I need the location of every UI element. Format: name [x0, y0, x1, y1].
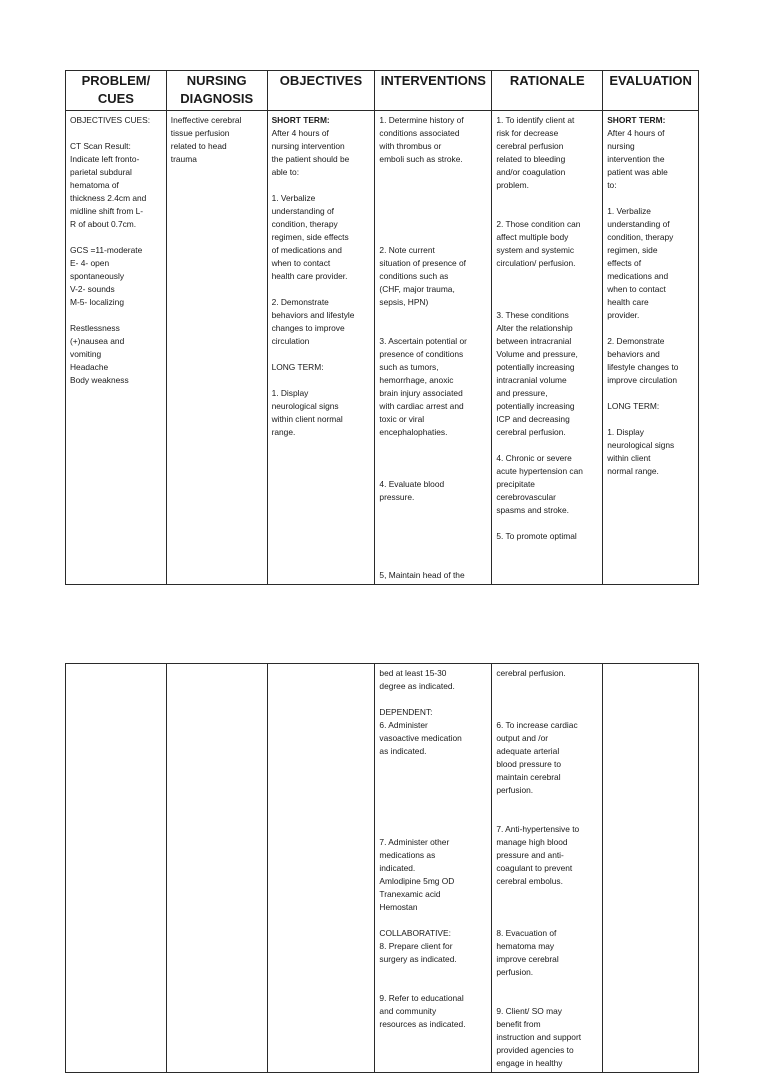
header-nursing-diagnosis: NURSING DIAGNOSIS: [166, 71, 267, 111]
header-rationale: RATIONALE: [492, 71, 603, 111]
cell-problem-cues: [66, 664, 167, 1073]
cell-rationale: cerebral perfusion. 6. To increase cardiac output and /or adequate arterial blood pressure to maintain cerebral perfusion. 7. Anti-hypertensive to manage high blood pressure and anti- coagulant to prevent cerebral embolus. 8. Evacuation of hematoma may improve cerebral perfusion. 9. Client/ SO may benefit from instruction and support provided agencies to engage in healthy: [492, 664, 603, 1073]
header-interventions: INTERVENTIONS: [375, 71, 492, 111]
cell-objectives: [267, 664, 375, 1073]
cell-interventions: bed at least 15-30 degree as indicated. DEPENDENT: 6. Administer vasoactive medication as indicated. 7. Administer other medications as indicated. Amlodipine 5mg OD Tranexamic acid Hemostan COLLABORATIVE: 8. Prepare client for surgery as indicated. 9. Refer to educational and community resources as indicated.: [375, 664, 492, 1073]
table-row: [66, 664, 699, 1073]
objectives-body: After 4 hours of nursing intervention the patient should be able to: 1. Verbalize understanding of condition, therapy regimen, side effects of medications and when to contact health care provider. 2. Demonstrate behaviors and lifestyle changes to improve circulation LONG TERM: 1. Display neurological signs within client normal range.: [271, 128, 355, 437]
cell-nursing-diagnosis: Ineffective cerebral tissue perfusion related to head trauma: [166, 111, 267, 585]
cell-nursing-diagnosis: [166, 664, 267, 1073]
header-objectives: OBJECTIVES: [267, 71, 375, 111]
cell-interventions: 1. Determine history of conditions associated with thrombus or emboli such as stroke. 2. Note current situation of presence of conditions such as (CHF, major trauma, sepsis, HPN) 3. Ascertain potential or presence of conditions such as tumors, hemorrhage, anoxic brain injury associated with cardiac arrest and toxic or viral encephalophaties. 4. Evaluate blood pressure. 5, Maintain head of the: [375, 111, 492, 585]
table-row: [66, 111, 699, 585]
care-plan-table-page-2: [65, 663, 699, 1073]
table-header-row: [66, 71, 699, 111]
care-plan-table-page-1: [65, 70, 699, 585]
objectives-short-term-heading: SHORT TERM:: [271, 115, 330, 125]
header-problem-cues: PROBLEM/ CUES: [66, 71, 167, 111]
evaluation-short-term-heading: SHORT TERM:: [607, 115, 666, 125]
cell-problem-cues: OBJECTIVES CUES: CT Scan Result: Indicate left fronto- parietal subdural hematoma of thickness 2.4cm and midline shift from L- R of about 0.7cm. GCS =11-moderate E- 4- open spontaneously V-2- sounds M-5- localizing Restlessness (+)nausea and vomiting Headache Body weakness: [66, 111, 167, 585]
evaluation-body: After 4 hours of nursing intervention the patient was able to: 1. Verbalize understanding of condition, therapy regimen, side effects of medications and when to contact health care provider. 2. Demonstrate behaviors and lifestyle changes to improve circulation LONG TERM: 1. Display neurological signs within client normal range.: [607, 128, 679, 476]
cell-rationale: 1. To identify client at risk for decrease cerebral perfusion related to bleeding and/or coagulation problem. 2. Those condition can affect multiple body system and systemic circulation/ perfusion. 3. These conditions Alter the relationship between intracranial Volume and pressure, potentially increasing intracranial volume and pressure, potentially increasing ICP and decreasing cerebral perfusion. 4. Chronic or severe acute hypertension can precipitate cerebrovascular spasms and stroke. 5. To promote optimal: [492, 111, 603, 585]
cell-evaluation: [603, 664, 699, 1073]
cell-objectives: [267, 111, 375, 585]
header-evaluation: EVALUATION: [603, 71, 699, 111]
cell-evaluation: [603, 111, 699, 585]
